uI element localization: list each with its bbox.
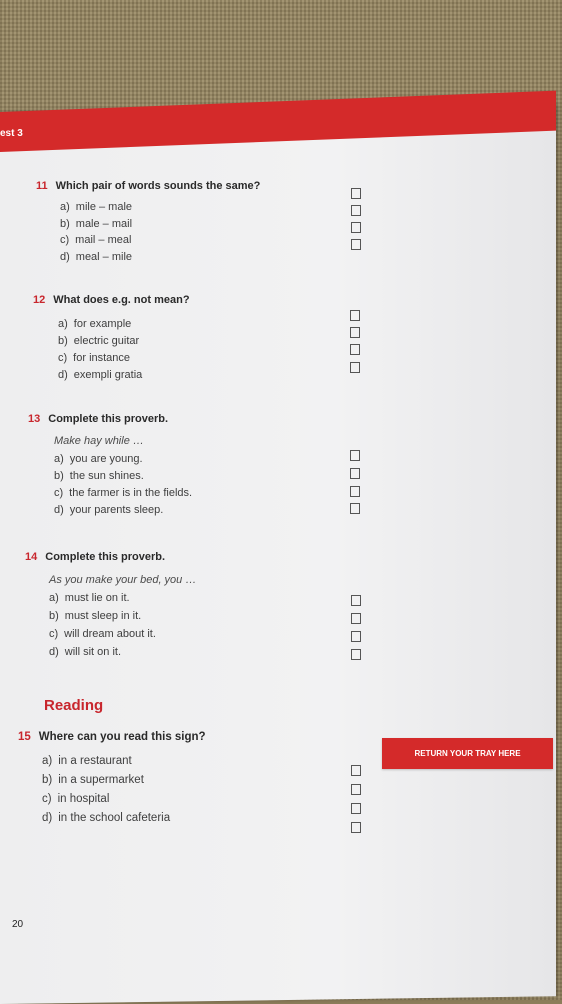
question-text: Where can you read this sign? [38, 731, 206, 743]
option-12c: c) for instance [58, 352, 131, 364]
section-heading-reading: Reading [44, 697, 104, 714]
checkbox-13d[interactable] [350, 503, 360, 514]
option-13c: c) the farmer is in the fields. [54, 487, 193, 499]
checkbox-13a[interactable] [350, 450, 360, 461]
question-11-title [36, 180, 260, 192]
option-15d: d) in the school cafeteria [42, 812, 171, 824]
option-15b: b) in a supermarket [42, 774, 144, 786]
question-number: 13 [28, 413, 41, 425]
proverb-prompt-13: Make hay while … [54, 435, 144, 447]
option-15c: c) in hospital [42, 793, 110, 805]
option-11b: b) male – mail [60, 218, 133, 230]
checkbox-15b[interactable] [351, 784, 361, 795]
checkbox-13c[interactable] [350, 486, 360, 497]
option-13b: b) the sun shines. [54, 470, 144, 482]
checkbox-13b[interactable] [350, 468, 360, 479]
checkbox-11b[interactable] [351, 205, 361, 216]
checkbox-14b[interactable] [351, 613, 361, 624]
question-number: 12 [33, 294, 46, 306]
page-number: 20 [12, 919, 24, 930]
option-15a: a) in a restaurant [42, 755, 132, 767]
option-14a: a) must lie on it. [49, 592, 130, 604]
question-text: Complete this proverb. [45, 551, 166, 563]
question-12-title [33, 294, 190, 306]
checkbox-11d[interactable] [351, 239, 361, 250]
option-13a: a) you are young. [54, 453, 143, 465]
option-14b: b) must sleep in it. [49, 610, 142, 622]
option-11c: c) mail – meal [60, 234, 132, 246]
question-13-title [28, 413, 168, 425]
checkbox-11c[interactable] [351, 222, 361, 233]
option-12b: b) electric guitar [58, 335, 140, 347]
proverb-prompt-14: As you make your bed, you … [49, 574, 197, 586]
question-text: Which pair of words sounds the same? [55, 180, 261, 192]
checkbox-15d[interactable] [351, 822, 361, 833]
option-13d: d) your parents sleep. [54, 504, 164, 516]
checkbox-15c[interactable] [351, 803, 361, 814]
checkbox-12c[interactable] [350, 344, 360, 355]
checkbox-14a[interactable] [351, 595, 361, 606]
return-tray-sign: RETURN YOUR TRAY HERE [382, 738, 553, 769]
question-15-title [18, 731, 206, 743]
checkbox-12a[interactable] [350, 310, 360, 321]
checkbox-11a[interactable] [351, 188, 361, 199]
question-text: What does e.g. not mean? [53, 294, 190, 306]
question-number: 11 [36, 180, 48, 192]
question-text: Complete this proverb. [48, 413, 169, 425]
checkbox-12d[interactable] [350, 362, 360, 373]
option-12a: a) for example [58, 318, 132, 330]
checkbox-14d[interactable] [351, 649, 361, 660]
option-11a: a) mile – male [60, 201, 133, 213]
checkbox-14c[interactable] [351, 631, 361, 642]
checkbox-15a[interactable] [351, 765, 361, 776]
option-14d: d) will sit on it. [49, 646, 122, 658]
question-number: 15 [18, 731, 31, 743]
question-number: 14 [25, 551, 38, 563]
option-11d: d) meal – mile [60, 251, 133, 263]
checkbox-12b[interactable] [350, 327, 360, 338]
test-title: est 3 [0, 128, 23, 139]
question-14-title [25, 551, 165, 563]
option-14c: c) will dream about it. [49, 628, 156, 640]
option-12d: d) exempli gratia [58, 369, 143, 381]
